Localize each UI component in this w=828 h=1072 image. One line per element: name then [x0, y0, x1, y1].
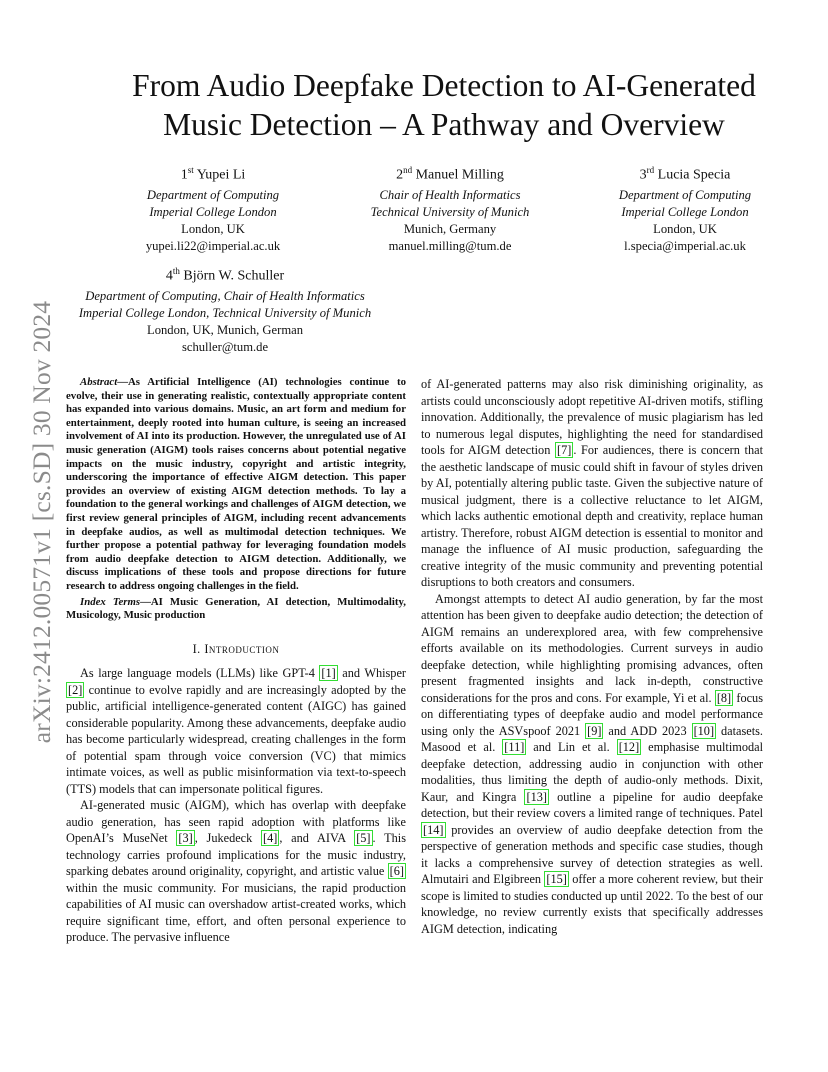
author-department: Department of Computing: [146, 187, 280, 202]
author-block: 1st Yupei Li Department of Computing Imperial College London London, UK yupei.li22@imperial.ac.uk: [128, 162, 298, 255]
section-heading: [66, 641, 406, 658]
author-department: Department of Computing, Chair of Health Informatics: [85, 288, 365, 303]
body-text: emphasise multimodal deepfake detection, addressing audio in conjunction with other modalities, thus limiting the depth of audio-only methods. Dixit, Kaur, and Kingra: [421, 740, 763, 804]
arxiv-stamp: [22, 282, 62, 762]
citation-link[interactable]: [7]: [556, 443, 572, 457]
body-text: and ADD 2023: [603, 723, 692, 738]
body-paragraph: [421, 376, 763, 591]
index-terms-lead: Index Terms: [80, 595, 141, 608]
citation-link[interactable]: [8]: [716, 690, 732, 705]
author-institution: Technical University of Munich: [370, 204, 530, 219]
author-location: Munich, Germany: [403, 221, 497, 236]
right-column: [421, 376, 763, 937]
abstract-lead: Abstract: [80, 376, 118, 388]
author-name: Manuel Milling: [415, 167, 504, 183]
body-text: , Jukedeck: [194, 831, 262, 846]
author-name: Lucia Specia: [657, 167, 731, 183]
citation-link[interactable]: [11]: [504, 740, 525, 754]
author-email: schuller@tum.de: [181, 339, 269, 354]
abstract: [66, 376, 406, 594]
author-location: London, UK, Munich, German: [147, 322, 303, 337]
author-email: manuel.milling@tum.de: [388, 238, 512, 253]
body-text: datasets. Masood et al.: [421, 723, 764, 754]
arxiv-identifier: arXiv:2412.00571v1 [cs.SD] 30 Nov 2024: [27, 300, 56, 744]
citation-link[interactable]: [15]: [546, 872, 567, 886]
author-email: yupei.li22@imperial.ac.uk: [145, 238, 281, 253]
author-department: Department of Computing: [618, 187, 752, 202]
citation-link[interactable]: [5]: [356, 831, 371, 846]
body-text: AI-generated music (AIGM), which has overlap with deepfake audio generation, has seen rapid adoption with platforms like OpenAI’s MuseNet: [66, 798, 406, 846]
left-column: [66, 376, 406, 946]
citation-link[interactable]: [10]: [693, 723, 715, 738]
body-text: offer a more coherent review, but their scope is limited to studies conducted up until 2022. To the best of our knowledge, no review currently exists that specifically addresses AIGM detection, indicating: [421, 872, 763, 936]
body-text: . This technology carries profound implications for the music industry, sparking debates around originality, copyright, and artistic value: [66, 831, 406, 879]
citation-link[interactable]: [2]: [68, 682, 83, 697]
body-text: provides an overview of audio deepfake detection from the perspective of generation methods and specific case studies, though it lacks a comprehensive survey of detection strategies as well. Almutairi and Elgibreen: [421, 822, 763, 886]
author-institution: Imperial College London: [149, 204, 277, 219]
left-body: [66, 665, 406, 946]
author-name: Yupei Li: [196, 167, 246, 183]
body-text: focus on differentiating types of deepfake audio and model performance using only the ASVspoof 2021: [421, 690, 763, 738]
citation-link[interactable]: [14]: [423, 822, 444, 837]
citation-link[interactable]: [3]: [178, 831, 193, 846]
body-text: of AI-generated patterns may also risk diminishing originality, as artists could unconsciously adopt repetitive AI-driven motifs, stifling innovation. Additionally, the prevalence of music plagiarism has led to numerous legal disputes, highlighting the need for standardised tools for AIGM detection: [421, 377, 763, 457]
body-text: , and AIVA: [279, 831, 355, 846]
section-numeral: I.: [192, 641, 205, 656]
section-title: Introduction: [204, 641, 280, 656]
citation-link[interactable]: [13]: [526, 789, 547, 804]
citation-link[interactable]: [12]: [618, 740, 640, 754]
body-text: and Lin et al.: [526, 740, 617, 754]
author-department: Chair of Health Informatics: [379, 187, 521, 202]
author-location: London, UK: [181, 221, 245, 236]
body-text: within the music community. For musicians, the rapid production capabilities of AI music can overshadow artist-created works, which require significant time, effort, and often personal experience to produce. The pervasive influence: [66, 880, 406, 945]
citation-link[interactable]: [4]: [263, 831, 278, 846]
paper-title: From Audio Deepfake Detection to AI-Generated Music Detection – A Pathway and Overview: [132, 68, 756, 142]
right-body: [421, 376, 763, 937]
author-institution: Imperial College London: [621, 204, 749, 219]
author-institution: Imperial College London, Technical University of Munich: [78, 305, 372, 320]
body-text: Amongst attempts to detect AI audio generation, by far the most attention has been given to deepfake audio detection; the detection of AIGM remains an underexplored area, with few comprehensive efforts available on its methodologies. Current surveys in audio deepfake detection, while highlighting promising advances, often present fragmented insights and lack in-depth, constructive considerations for the pros and cons. For example, Yi et al.: [421, 591, 763, 705]
body-paragraph: [66, 797, 406, 946]
body-text: and Whisper: [337, 666, 406, 681]
body-text: continue to evolve rapidly and are increasingly adopted by the public, artificial intelligence-generated content (AIGC) has gained considerable popularity. Among these advancements, deepfake audio has become particularly widespread, creating challenges in the form of potential spam through voice conversion (VC) that mimics intimate voices, as well as public misinformation via text-to-speech (TTS) models that can impersonate political figures.: [66, 682, 406, 796]
citation-link[interactable]: [9]: [587, 723, 602, 738]
citation-link[interactable]: [1]: [321, 666, 336, 681]
body-text: outline a pipeline for audio deepfake detection, but their review covers a limited range of techniques. Patel: [421, 789, 763, 820]
author-block: 4th Björn W. Schuller Department of Computing, Chair of Health Informatics Imperial College London, Technical University of Munich London, UK, Munich, German schuller@tum.de: [60, 263, 390, 356]
index-terms-text: —AI Music Generation, AI detection, Multimodality, Musicology, Music production: [66, 595, 406, 622]
author-block: 2nd Manuel Milling Chair of Health Informatics Technical University of Munich Munich, Germany manuel.milling@tum.de: [352, 162, 548, 255]
author-location: London, UK: [653, 221, 717, 236]
author-name: Björn W. Schuller: [183, 268, 285, 284]
author-block: 3rd Lucia Specia Department of Computing Imperial College London London, UK l.specia@imperial.ac.uk: [600, 162, 770, 255]
body-text: . For audiences, there is concern that the aesthetic landscape of music could shift in favour of styles driven by AI, potentially altering public taste. Given the subjective nature of musical judgment, there is a collective reluctance to let AIGM, which lacks authentic emotional depth and creativity, replace human artistry. Therefore, robust AIGM detection is essential to monitor and manage the influence of AI music production, safeguarding the creative integrity of the music community and preventing potential disruptions to both creators and consumers.: [421, 443, 763, 589]
citation-link[interactable]: [6]: [389, 864, 404, 879]
abstract-text: —As Artificial Intelligence (AI) technologies continue to evolve, their use in generating realistic, contextually appropriate content has expanded into various domains. Music, an art form and medium for entertainment, deeply rooted into human culture, is seeing an increased involvement of AI into its production. However, the unregulated use of AI music generation (AIGM) tools raises concerns about potential negative impacts on the music industry, copyright and artistic integrity, underscoring the importance of effective AIGM detection. This paper provides an overview of existing AIGM detection methods. To lay a foundation to the general workings and challenges of AIGM detection, we first review general principles of AIGM, including recent advancements in deepfake audios, as well as multimodal detection techniques. We further propose a potential pathway for leveraging foundation models from audio deepfake detection to AIGM detection. Additionally, we discuss implications of these tools and propose directions for future research to address ongoing challenges in the field.: [66, 376, 406, 592]
body-paragraph: [421, 591, 763, 938]
index-terms: [66, 596, 406, 623]
author-email: l.specia@imperial.ac.uk: [624, 238, 746, 253]
body-paragraph: [66, 665, 406, 797]
body-text: As large language models (LLMs) like GPT-4: [80, 666, 320, 681]
